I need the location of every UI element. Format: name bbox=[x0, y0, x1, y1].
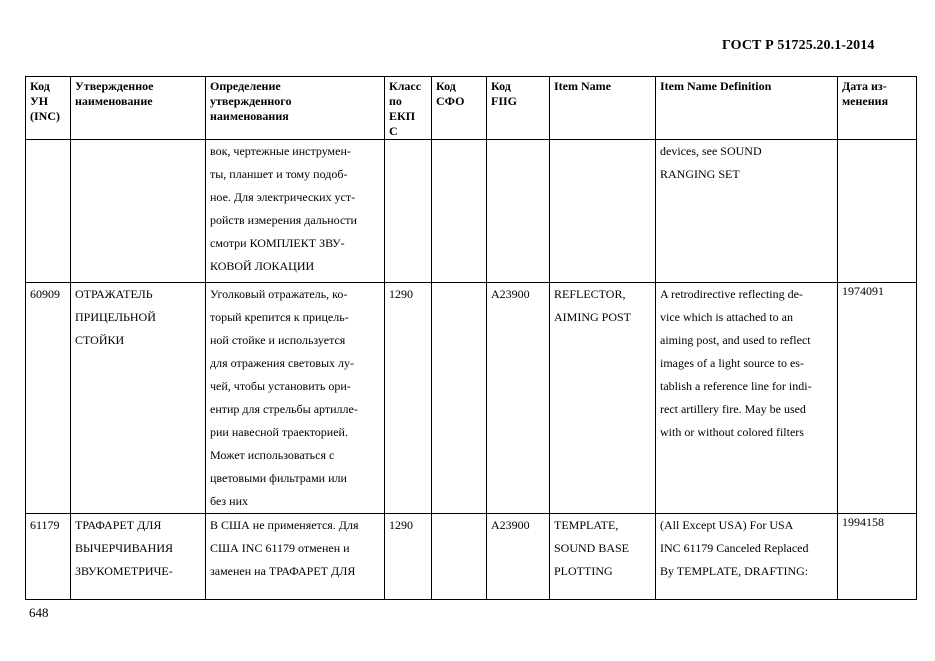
column-header-text: Item Name Definition bbox=[660, 79, 772, 93]
cell-text: ПРИЦЕЛЬНОЙ bbox=[75, 310, 156, 324]
cell-text: rect artillery fire. May be used bbox=[660, 402, 806, 416]
column-header-sfo bbox=[432, 77, 487, 140]
cell-sfo bbox=[432, 140, 487, 283]
cell-item-name bbox=[550, 514, 656, 600]
cell-text: RANGING SET bbox=[660, 167, 740, 181]
cell-class bbox=[385, 514, 432, 600]
cell-text: 1974091 bbox=[842, 284, 884, 298]
cell-fiig bbox=[487, 514, 550, 600]
column-header-text: Класс bbox=[389, 79, 422, 93]
table-row bbox=[26, 140, 917, 283]
cell-text: торый крепится к прицель- bbox=[210, 310, 349, 324]
column-header-item-definition bbox=[656, 77, 838, 140]
cell-item-definition bbox=[656, 140, 838, 283]
cell-item-definition bbox=[656, 283, 838, 514]
cell-text: В США не применяется. Для bbox=[210, 518, 359, 532]
cell-text: ты, планшет и тому подоб- bbox=[210, 167, 348, 181]
cell-class bbox=[385, 283, 432, 514]
cell-date bbox=[838, 140, 917, 283]
cell-text: СТОЙКИ bbox=[75, 333, 125, 347]
cell-text: AIMING POST bbox=[554, 310, 632, 324]
cell-text: чей, чтобы установить ори- bbox=[210, 379, 351, 393]
cell-text: 1994158 bbox=[842, 515, 884, 529]
cell-text: ЗВУКОМЕТРИЧЕ- bbox=[75, 564, 173, 578]
column-header-text: (INC) bbox=[30, 109, 60, 123]
cell-text: для отражения световых лу- bbox=[210, 356, 355, 370]
cell-text: рии навесной траекторией. bbox=[210, 425, 348, 439]
cell-text: КОВОЙ ЛОКАЦИИ bbox=[210, 259, 315, 273]
table-row bbox=[26, 283, 917, 514]
cell-text: By TEMPLATE, DRAFTING: bbox=[660, 564, 809, 578]
page-number: 648 bbox=[29, 605, 49, 620]
cell-fiig bbox=[487, 140, 550, 283]
cell-text: 61179 bbox=[30, 518, 60, 532]
cell-text: TEMPLATE, bbox=[554, 518, 619, 532]
cell-sfo bbox=[432, 283, 487, 514]
cell-text: devices, see SOUND bbox=[660, 144, 762, 158]
cell-text: цветовыми фильтрами или bbox=[210, 471, 347, 485]
document-code: ГОСТ Р 51725.20.1-2014 bbox=[722, 38, 875, 53]
cell-text: ентир для стрельбы артилле- bbox=[210, 402, 358, 416]
cell-text: tablish a reference line for indi- bbox=[660, 379, 812, 393]
cell-definition bbox=[206, 283, 385, 514]
column-header-text: менения bbox=[842, 94, 889, 108]
cell-sfo bbox=[432, 514, 487, 600]
cell-text: Может использоваться с bbox=[210, 448, 335, 462]
cell-text: ВЫЧЕРЧИВАНИЯ bbox=[75, 541, 173, 555]
cell-text: ное. Для электрических уст- bbox=[210, 190, 356, 204]
cell-name bbox=[71, 514, 206, 600]
cell-name bbox=[71, 140, 206, 283]
cell-text: images of a light source to es- bbox=[660, 356, 804, 370]
cell-text: ной стойке и используется bbox=[210, 333, 346, 347]
cell-text: США INC 61179 отменен и bbox=[210, 541, 350, 555]
cell-date bbox=[838, 514, 917, 600]
specification-table bbox=[25, 76, 917, 600]
column-header-text: утвержденного bbox=[210, 94, 292, 108]
cell-date bbox=[838, 283, 917, 514]
cell-text: aiming post, and used to reflect bbox=[660, 333, 811, 347]
column-header-text: наименование bbox=[75, 94, 153, 108]
cell-class bbox=[385, 140, 432, 283]
cell-inc bbox=[26, 283, 71, 514]
column-header-name bbox=[71, 77, 206, 140]
column-header-text: ЕКП bbox=[389, 109, 416, 123]
column-header-text: наименования bbox=[210, 109, 289, 123]
column-header-text: С bbox=[389, 124, 398, 138]
cell-text: REFLECTOR, bbox=[554, 287, 626, 301]
cell-definition bbox=[206, 514, 385, 600]
cell-name bbox=[71, 283, 206, 514]
cell-text: смотри КОМПЛЕКТ ЗВУ- bbox=[210, 236, 345, 250]
cell-text: PLOTTING bbox=[554, 564, 613, 578]
column-header-text: Дата из- bbox=[842, 79, 887, 93]
column-header-text: Item Name bbox=[554, 79, 611, 93]
cell-text: без них bbox=[210, 494, 249, 508]
cell-text: A23900 bbox=[491, 518, 530, 532]
cell-text: ТРАФАРЕТ ДЛЯ bbox=[75, 518, 162, 532]
column-header-text: СФО bbox=[436, 94, 465, 108]
cell-item-name bbox=[550, 140, 656, 283]
column-header-text: FIIG bbox=[491, 94, 518, 108]
cell-item-name bbox=[550, 283, 656, 514]
cell-text: SOUND BASE bbox=[554, 541, 630, 555]
table-row bbox=[26, 514, 917, 600]
cell-text: Уголковый отражатель, ко- bbox=[210, 287, 348, 301]
column-header-date bbox=[838, 77, 917, 140]
cell-inc bbox=[26, 140, 71, 283]
cell-text: A23900 bbox=[491, 287, 530, 301]
column-header-text: Определение bbox=[210, 79, 281, 93]
column-header-text: по bbox=[389, 94, 402, 108]
cell-text: ройств измерения дальности bbox=[210, 213, 357, 227]
column-header-text: Утвержденное bbox=[75, 79, 154, 93]
cell-fiig bbox=[487, 283, 550, 514]
cell-definition bbox=[206, 140, 385, 283]
column-header-class bbox=[385, 77, 432, 140]
cell-item-definition bbox=[656, 514, 838, 600]
column-header-text: Код bbox=[491, 79, 511, 93]
cell-text: ОТРАЖАТЕЛЬ bbox=[75, 287, 153, 301]
column-header-text: УН bbox=[30, 94, 49, 108]
cell-text: A retrodirective reflecting de- bbox=[660, 287, 803, 301]
column-header-definition bbox=[206, 77, 385, 140]
column-header-item-name bbox=[550, 77, 656, 140]
column-header-text: Код bbox=[436, 79, 456, 93]
cell-text: INC 61179 Canceled Replaced bbox=[660, 541, 809, 555]
cell-text: 1290 bbox=[389, 518, 413, 532]
cell-inc bbox=[26, 514, 71, 600]
cell-text: 1290 bbox=[389, 287, 413, 301]
column-header-fiig bbox=[487, 77, 550, 140]
cell-text: заменен на ТРАФАРЕТ ДЛЯ bbox=[210, 564, 356, 578]
cell-text: 60909 bbox=[30, 287, 60, 301]
cell-text: vice which is attached to an bbox=[660, 310, 793, 324]
cell-text: (All Except USA) For USA bbox=[660, 518, 794, 532]
column-header-inc bbox=[26, 77, 71, 140]
cell-text: вок, чертежные инструмен- bbox=[210, 144, 351, 158]
column-header-text: Код bbox=[30, 79, 50, 93]
table-header-row bbox=[26, 77, 917, 140]
cell-text: with or without colored filters bbox=[660, 425, 804, 439]
